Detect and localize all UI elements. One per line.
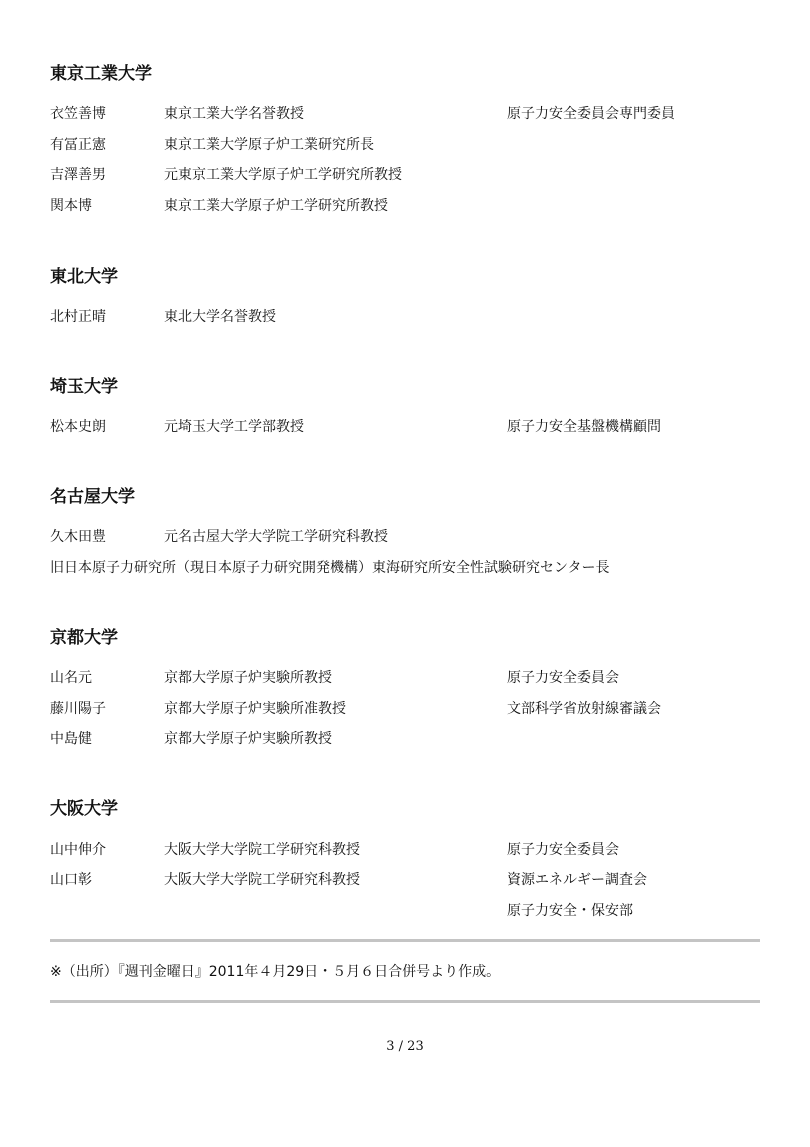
member-position: 大阪大学大学院工学研究科教授: [164, 872, 360, 888]
member-name: 藤川陽子: [50, 701, 106, 717]
member-row: [0, 104, 810, 124]
member-position: 東京工業大学名誉教授: [164, 106, 304, 122]
member-position: 京都大学原子炉実験所教授: [164, 670, 332, 686]
member-position: 京都大学原子炉実験所教授: [164, 731, 332, 747]
member-position: 元名古屋大学大学院工学研究科教授: [164, 529, 388, 545]
member-row: [0, 165, 810, 185]
member-affiliation: 原子力安全委員会: [507, 842, 619, 858]
member-position: 大阪大学大学院工学研究科教授: [164, 842, 360, 858]
section-heading-nagoya: 名古屋大学: [50, 487, 135, 507]
member-affiliation: 文部科学省放射線審議会: [507, 701, 661, 717]
member-former-position: 旧日本原子力研究所（現日本原子力研究開発機構）東海研究所安全性試験研究センター長: [50, 560, 610, 576]
member-name: 山口彰: [50, 872, 92, 888]
member-row: [0, 870, 810, 890]
member-position: 京都大学原子炉実験所准教授: [164, 701, 346, 717]
member-name: 松本史朗: [50, 419, 106, 435]
source-note: ※（出所）『週刊金曜日』2011年４月29日・５月６日合併号より作成。: [50, 964, 501, 980]
member-name: 山名元: [50, 670, 92, 686]
member-position: 東京工業大学原子炉工業研究所長: [164, 137, 374, 153]
member-row: [0, 135, 810, 155]
member-row: [0, 417, 810, 437]
member-name: 吉澤善男: [50, 167, 106, 183]
divider-bottom: [50, 1000, 760, 1003]
member-name: 山中伸介: [50, 842, 106, 858]
member-affiliation: 資源エネルギー調査会: [507, 872, 647, 888]
member-extra-line: [0, 558, 810, 578]
member-row: [0, 840, 810, 860]
section-heading-tokyo-tech: 東京工業大学: [50, 64, 152, 84]
member-affiliation: 原子力安全委員会: [507, 670, 619, 686]
section-heading-saitama: 埼玉大学: [50, 377, 118, 397]
member-name: 久木田豊: [50, 529, 106, 545]
member-row: [0, 901, 810, 921]
member-name: 関本博: [50, 198, 92, 214]
page-number: 3 / 23: [386, 1039, 424, 1054]
member-position: 東京工業大学原子炉工学研究所教授: [164, 198, 388, 214]
section-heading-osaka: 大阪大学: [50, 799, 118, 819]
divider-top: [50, 939, 760, 942]
member-name: 中島健: [50, 731, 92, 747]
member-row: [0, 699, 810, 719]
member-position: 元埼玉大学工学部教授: [164, 419, 304, 435]
member-affiliation: 原子力安全・保安部: [507, 903, 633, 919]
member-position: 東北大学名誉教授: [164, 309, 276, 325]
member-row: [0, 729, 810, 749]
member-row: [0, 668, 810, 688]
section-heading-kyoto: 京都大学: [50, 628, 118, 648]
member-position: 元東京工業大学原子炉工学研究所教授: [164, 167, 402, 183]
member-affiliation: 原子力安全基盤機構顧問: [507, 419, 661, 435]
member-row: [0, 196, 810, 216]
member-row: [0, 527, 810, 547]
member-affiliation: 原子力安全委員会専門委員: [507, 106, 675, 122]
member-name: 衣笠善博: [50, 106, 106, 122]
member-name: 有冨正憲: [50, 137, 106, 153]
member-row: [0, 307, 810, 327]
section-heading-tohoku: 東北大学: [50, 267, 118, 287]
member-name: 北村正晴: [50, 309, 106, 325]
